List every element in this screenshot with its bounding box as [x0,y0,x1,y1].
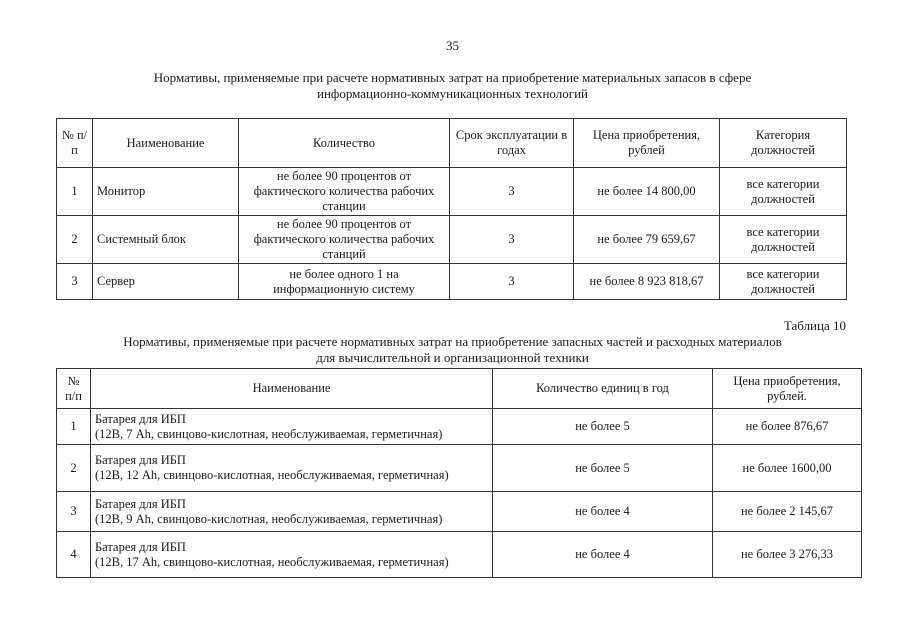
table2-header-quantity: Количество единиц в год [493,369,713,409]
row-category: все категории должностей [720,168,847,216]
row-lifetime: 3 [450,168,574,216]
row-name-spec: (12В, 12 Ah, свинцово-кислотная, необслуживаемая, герметичная) [95,468,449,482]
table2 [56,368,862,578]
table1-caption: Нормативы, применяемые при расчете нормативных затрат на приобретение материальных запасов в сфере информационно-коммуникационных технологий [153,70,752,101]
row-name [91,532,493,578]
row-category: все категории должностей [720,264,847,300]
row-name-title: Батарея для ИБП [95,411,186,426]
table2-header-name: Наименование [91,369,493,409]
table1 [56,118,847,300]
row-quantity: не более 4 [493,492,713,532]
row-quantity: не более 5 [493,409,713,445]
row-quantity: не более 5 [493,445,713,492]
table-row [57,216,847,264]
row-name [91,409,493,445]
row-name: Сервер [93,264,239,300]
row-name-title: Батарея для ИБП [95,453,186,467]
row-price: не более 14 800,00 [574,168,720,216]
row-category: все категории должностей [720,216,847,264]
table-row [57,532,862,578]
table1-header-name: Наименование [93,119,239,168]
row-price: не более 8 923 818,67 [574,264,720,300]
row-name [91,492,493,532]
row-price: не более 3 276,33 [713,532,862,578]
row-price: не более 2 145,67 [713,492,862,532]
table2-header-row [57,369,862,409]
row-name-spec: (12В, 7 Ah, свинцово-кислотная, необслуживаемая, герметичная) [95,426,443,441]
row-name-title: Батарея для ИБП [95,539,186,554]
row-name-spec: (12В, 17 Ah, свинцово-кислотная, необслуживаемая, герметичная) [95,554,449,569]
row-name: Системный блок [93,216,239,264]
row-quantity: не более 90 процентов от фактического количества рабочих станции [239,168,450,216]
row-name-spec: (12В, 9 Ah, свинцово-кислотная, необслуживаемая, герметичная) [95,511,443,526]
row-name [91,445,493,492]
row-num: 4 [57,532,91,578]
row-num: 3 [57,492,91,532]
table-row [57,409,862,445]
row-num: 1 [57,168,93,216]
row-num: 3 [57,264,93,300]
row-price: не более 1600,00 [713,445,862,492]
table1-header-num: № п/п [57,119,93,168]
table2-header-price: Цена приобретения, рублей. [713,369,862,409]
table1-header-lifetime: Срок эксплуатации в годах [450,119,574,168]
table2-header-num: № п/п [57,369,91,409]
row-num: 2 [57,216,93,264]
row-name: Монитор [93,168,239,216]
row-price: не более 79 659,67 [574,216,720,264]
row-name-title: Батарея для ИБП [95,496,186,511]
table-row [57,168,847,216]
table2-caption: Нормативы, применяемые при расчете нормативных затрат на приобретение запасных частей и расходных материалов для вычислительной и организационной техники [123,334,782,365]
table1-header-category: Категория должностей [720,119,847,168]
row-lifetime: 3 [450,216,574,264]
row-quantity: не более одного 1 на информационную систему [239,264,450,300]
row-num: 2 [57,445,91,492]
page-number: 35 [446,38,459,53]
table1-header-price: Цена приобретения, рублей [574,119,720,168]
row-lifetime: 3 [450,264,574,300]
row-num: 1 [57,409,91,445]
table-row [57,492,862,532]
row-quantity: не более 4 [493,532,713,578]
table1-header-row [57,119,847,168]
row-price: не более 876,67 [713,409,862,445]
row-quantity: не более 90 процентов от фактического количества рабочих станций [239,216,450,264]
table1-header-quantity: Количество [239,119,450,168]
table-row [57,264,847,300]
table2-label: Таблица 10 [783,318,846,333]
table-row [57,445,862,492]
